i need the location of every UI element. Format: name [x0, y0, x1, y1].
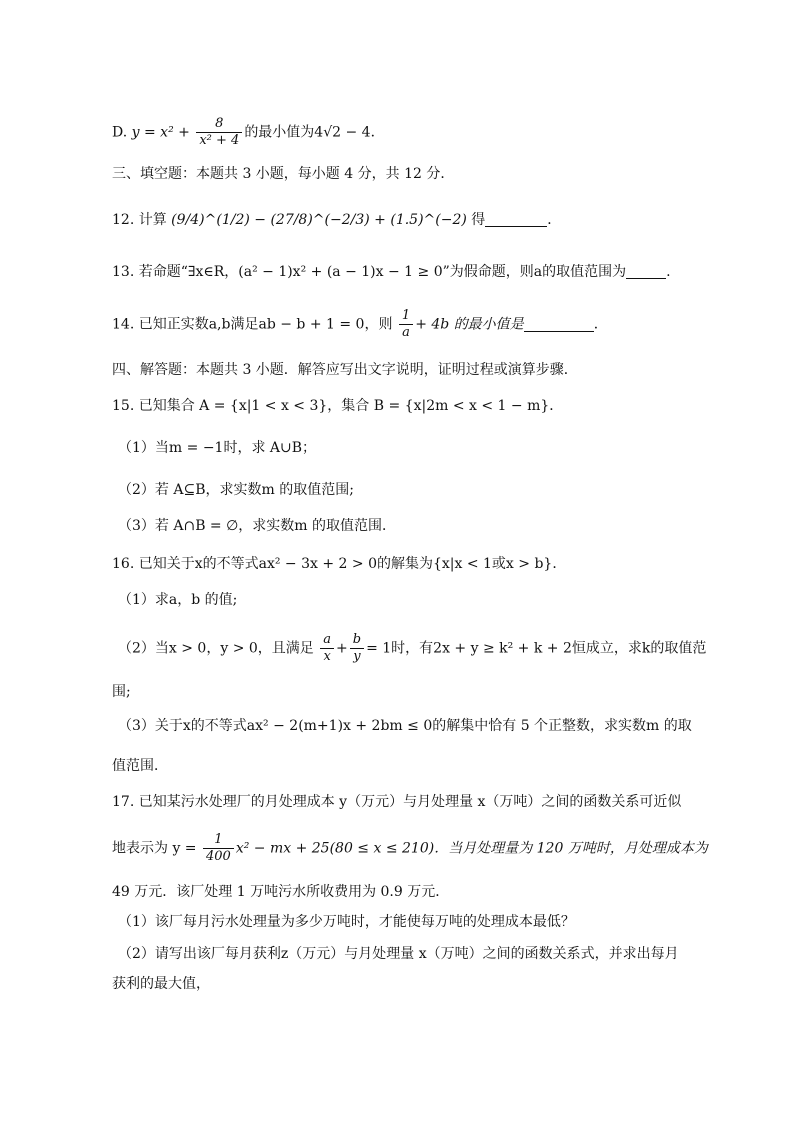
- q12-end: ．: [547, 212, 562, 228]
- fraction-numerator: b: [350, 632, 364, 649]
- q17-formula-text: 地表示为 y =: [112, 840, 197, 857]
- q13-text: 13. 若命题“∃x∈R，(a² − 1)x² + (a − 1)x − 1 ≥ 0”为假命题，则a的取值范围为: [112, 264, 627, 280]
- q14-text-post: + 4b 的最小值是: [415, 316, 524, 333]
- fraction-denominator: x: [323, 649, 331, 664]
- fraction-denominator: x² + 4: [199, 133, 240, 148]
- q17-formula-post: x² − mx + 25(80 ≤ x ≤ 210)．当月处理量为 120 万吨时，月处理成本为: [235, 840, 708, 857]
- q16-part-2-continued: 围;: [112, 684, 131, 700]
- q12-expression: (9/4)^(1/2) − (27/8)^(−2/3) + (1.5)^(−2): [171, 212, 467, 228]
- q13-answer-blank: [626, 264, 666, 279]
- q17-part-2-continued: 获利的最大值，: [112, 976, 210, 992]
- q16-part-1: （1）求a，b 的值;: [118, 592, 238, 608]
- option-d-text: 的最小值为4√2 − 4．: [244, 124, 385, 141]
- q14-answer-blank: [524, 317, 594, 332]
- q17-part-2: （2）请写出该厂每月获利z（万元）与月处理量 x（万吨）之间的函数关系式，并求出每月: [118, 946, 679, 962]
- q12-answer-blank: [485, 212, 547, 227]
- question-16: 16. 已知关于x的不等式ax² − 3x + 2 > 0的解集为{x|x < 1或x > b}．: [112, 556, 567, 572]
- fraction-denominator: y: [353, 649, 361, 664]
- fraction-numerator: a: [320, 632, 334, 649]
- q15-part-1: （1）当m = −1时，求 A∪B；: [118, 440, 317, 456]
- q14-end: ．: [593, 316, 608, 333]
- q16-2-fraction-b: [350, 632, 364, 665]
- option-d-fraction: [196, 116, 242, 149]
- q13-end: .: [666, 264, 671, 280]
- q16-part-3-continued: 值范围．: [112, 758, 168, 774]
- question-12: [112, 210, 694, 230]
- q15-part-2: （2）若 A⊆B，求实数m 的取值范围;: [118, 482, 354, 498]
- question-17: 17. 已知某污水处理厂的月处理成本 y（万元）与月处理量 x（万吨）之间的函数关系可近似: [112, 794, 682, 810]
- q14-fraction: [399, 308, 413, 341]
- plus-sign: +: [336, 640, 348, 657]
- option-d-expr: y = x² +: [131, 124, 190, 141]
- question-13: [112, 262, 694, 282]
- question-14: [112, 308, 694, 341]
- q16-part-2: [118, 632, 707, 665]
- option-d-label: D.: [112, 124, 132, 141]
- question-15: 15. 已知集合 A = {x|1 < x < 3}，集合 B = {x|2m < x < 1 − m}．: [112, 398, 564, 414]
- q16-2-fraction-a: [320, 632, 334, 665]
- q17-formula-line: [112, 832, 708, 865]
- q17-fraction: [203, 832, 234, 865]
- q14-text: 14. 已知正实数a,b满足ab − b + 1 = 0，则: [112, 316, 393, 333]
- fraction-numerator: 1: [399, 308, 413, 325]
- fraction-denominator: a: [402, 325, 410, 340]
- q16-2-text: （2）当x > 0，y > 0，且满足: [118, 640, 314, 657]
- fraction-numerator: 1: [203, 832, 234, 849]
- fraction-denominator: 400: [206, 849, 231, 864]
- fraction-numerator: 8: [196, 116, 242, 133]
- section-four-heading: 四、解答题：本题共 3 小题．解答应写出文字说明，证明过程或演算步骤．: [112, 362, 578, 378]
- q15-part-3: （3）若 A∩B = ∅，求实数m 的取值范围．: [118, 518, 397, 534]
- option-d: [112, 116, 694, 149]
- q12-label: 12. 计算: [112, 212, 167, 228]
- q17-cost-line: 49 万元．该厂处理 1 万吨污水所收费用为 0.9 万元．: [112, 884, 450, 900]
- q12-text: 得: [471, 212, 486, 228]
- q16-part-3: （3）关于x的不等式ax² − 2(m+1)x + 2bm ≤ 0的解集中恰有 5 个正整数，求实数m 的取: [118, 718, 692, 734]
- section-three-heading: 三、填空题：本题共 3 小题，每小题 4 分，共 12 分．: [112, 166, 455, 182]
- q16-2-text-post: = 1时，有2x + y ≥ k² + k + 2恒成立，求k的取值范: [366, 640, 707, 657]
- q17-part-1: （1）该厂每月污水处理量为多少万吨时，才能使每万吨的处理成本最低？: [118, 914, 575, 930]
